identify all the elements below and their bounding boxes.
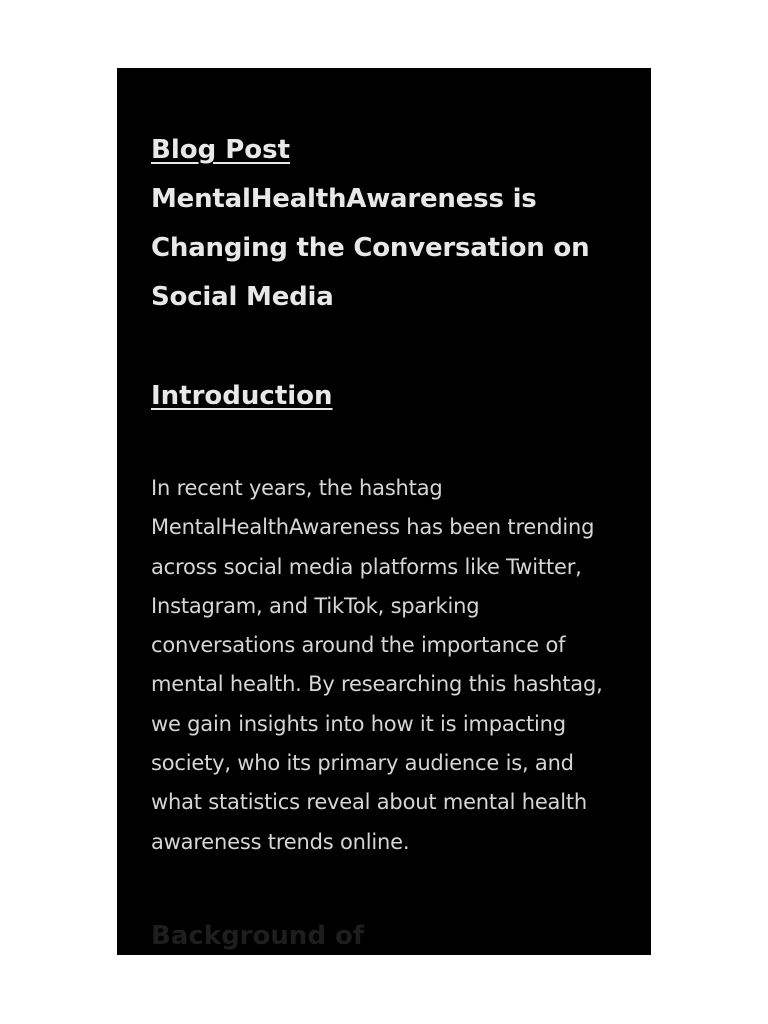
post-title: MentalHealthAwareness is Changing the Conversation on Social Media	[151, 184, 590, 312]
section-heading-background: Background of	[151, 920, 365, 951]
introduction-paragraph: In recent years, the hashtag MentalHealthAwareness has been trending across social media platforms like Twitter, Instagram, and TikTok, sparking conversations around the importance of mental health. By researching this hashtag, we gain insights into how it is impacting society, who its primary audience is, and what statistics reveal about mental health awareness trends online.	[151, 476, 603, 854]
blog-post-card	[117, 68, 651, 955]
section-heading-introduction[interactable]: Introduction	[151, 381, 333, 411]
blog-post-content	[151, 126, 621, 955]
blog-post-label[interactable]: Blog Post	[151, 135, 291, 165]
